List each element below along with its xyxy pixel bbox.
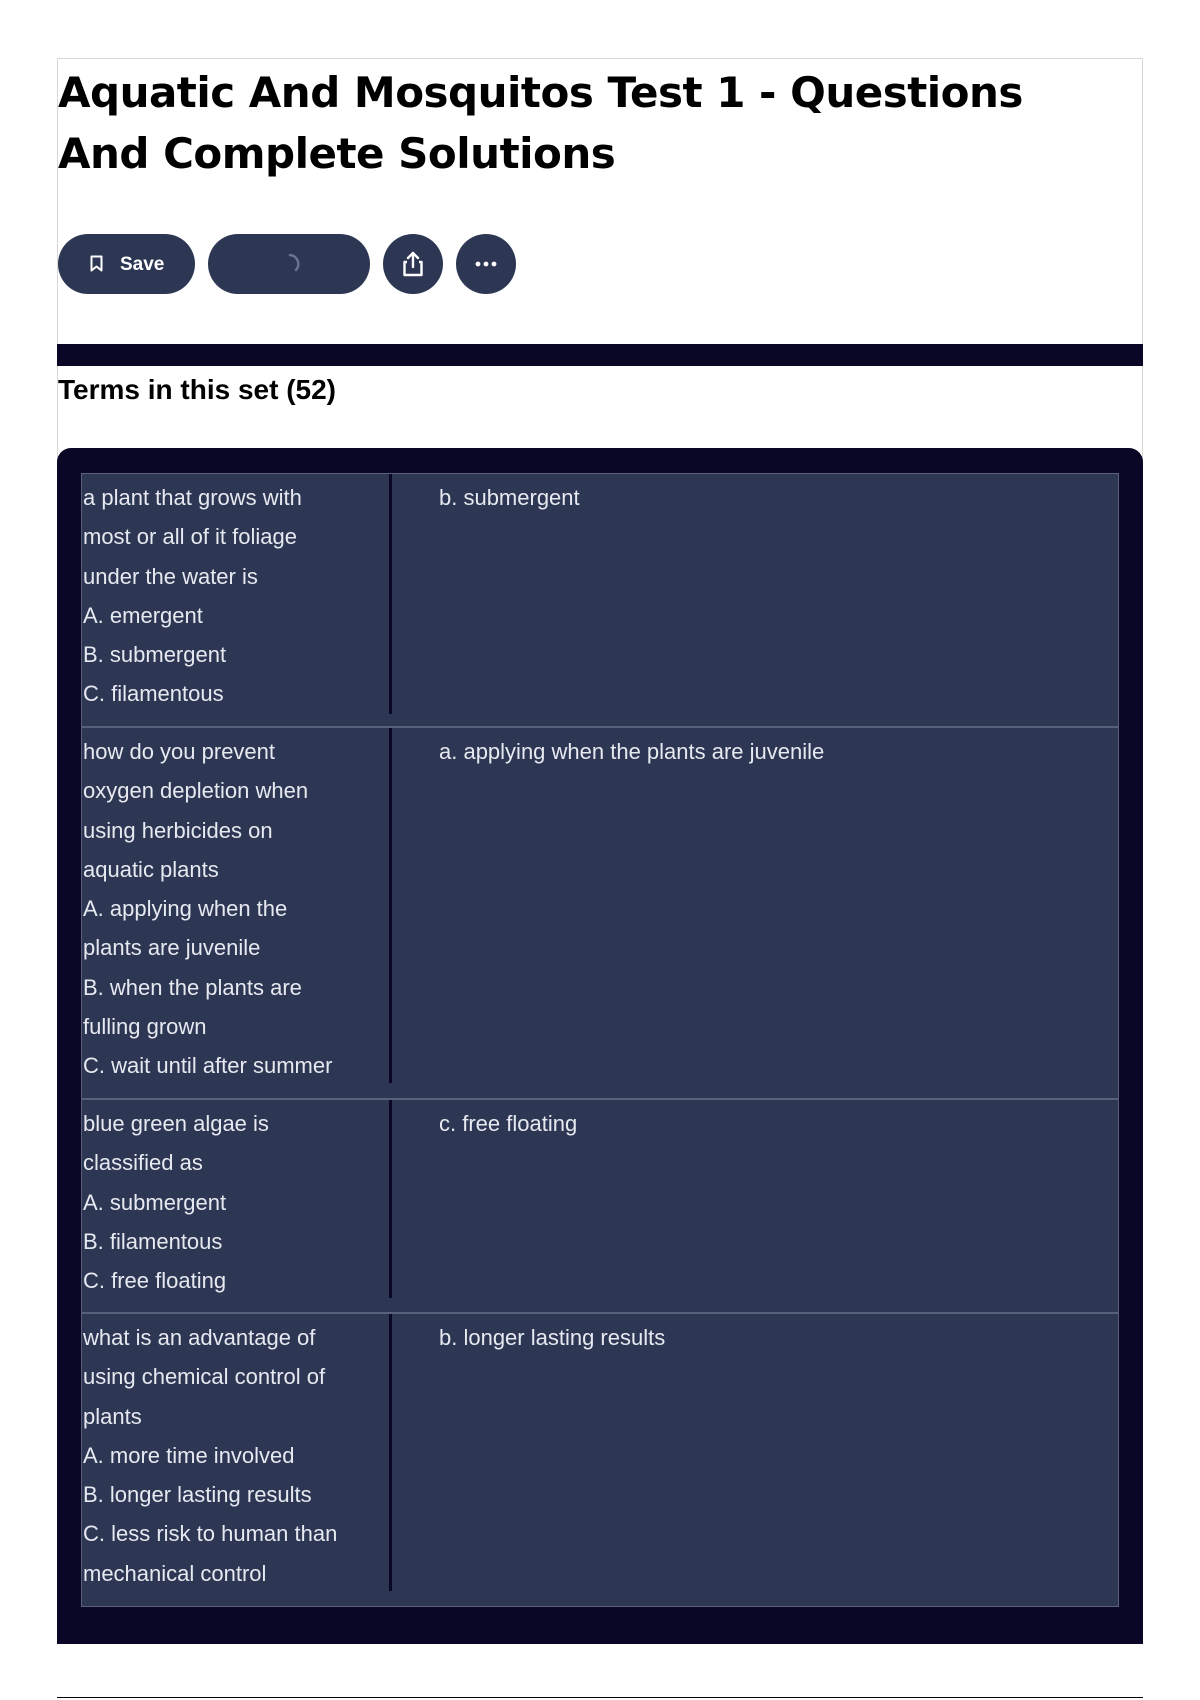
term-text: [82, 474, 392, 714]
term-line: C. free floating: [83, 1268, 227, 1294]
term-line: how do you prevent: [83, 739, 276, 764]
term-card: [81, 1313, 1119, 1607]
term-line: aquatic plants: [83, 856, 219, 882]
definition-text: b. longer lasting results: [439, 1325, 666, 1350]
term-line: mechanical control: [83, 1560, 267, 1586]
term-line: C. filamentous: [83, 681, 224, 707]
save-button-label: Save: [120, 254, 165, 275]
term-line: A. more time involved: [83, 1442, 295, 1468]
footer-divider: [57, 1697, 1143, 1698]
term-line: B. when the plants are: [83, 974, 302, 1000]
definition-text: b. submergent: [439, 485, 580, 510]
term-line: A. emergent: [83, 602, 203, 628]
term-card: [81, 473, 1119, 727]
term-line: oxygen depletion when: [83, 778, 309, 804]
term-line: classified as: [83, 1150, 203, 1176]
term-line: using chemical control of: [83, 1364, 326, 1390]
loading-spinner-icon: [278, 252, 302, 279]
term-line: C. less risk to human than: [83, 1521, 338, 1547]
definition-text: c. free floating: [439, 1111, 578, 1136]
section-divider: [57, 344, 1143, 366]
term-card: [81, 727, 1119, 1099]
term-text: [82, 1100, 392, 1298]
term-line: A. applying when the: [83, 896, 288, 922]
term-line: blue green algae is: [83, 1111, 269, 1136]
terms-count-heading: Terms in this set (52): [58, 374, 337, 405]
definition-text: a. applying when the plants are juvenile: [439, 739, 825, 764]
term-line: what is an advantage of: [83, 1325, 316, 1350]
loading-button[interactable]: [208, 234, 370, 294]
term-line: B. submergent: [83, 642, 227, 668]
term-line: plants: [83, 1403, 142, 1429]
share-button[interactable]: [383, 234, 443, 294]
terms-panel: [57, 448, 1143, 1644]
term-line: C. wait until after summer: [83, 1053, 333, 1079]
bookmark-icon: [90, 255, 103, 275]
term-line: B. filamentous: [83, 1228, 223, 1254]
term-card: [81, 1099, 1119, 1313]
page-title: Aquatic And Mosquitos Test 1 - Questions And Complete Solutions: [58, 68, 1023, 178]
term-line: A. submergent: [83, 1189, 227, 1215]
term-text: [82, 1314, 392, 1591]
term-line: most or all of it foliage: [83, 524, 297, 550]
term-line: using herbicides on: [83, 817, 273, 843]
term-line: plants are juvenile: [83, 935, 261, 961]
term-line: under the water is: [83, 563, 258, 589]
term-line: a plant that grows with: [83, 485, 302, 510]
term-line: B. longer lasting results: [83, 1482, 312, 1508]
more-options-button[interactable]: [456, 234, 516, 294]
term-line: fulling grown: [83, 1014, 207, 1040]
term-text: [82, 728, 392, 1083]
save-button[interactable]: [58, 234, 195, 294]
